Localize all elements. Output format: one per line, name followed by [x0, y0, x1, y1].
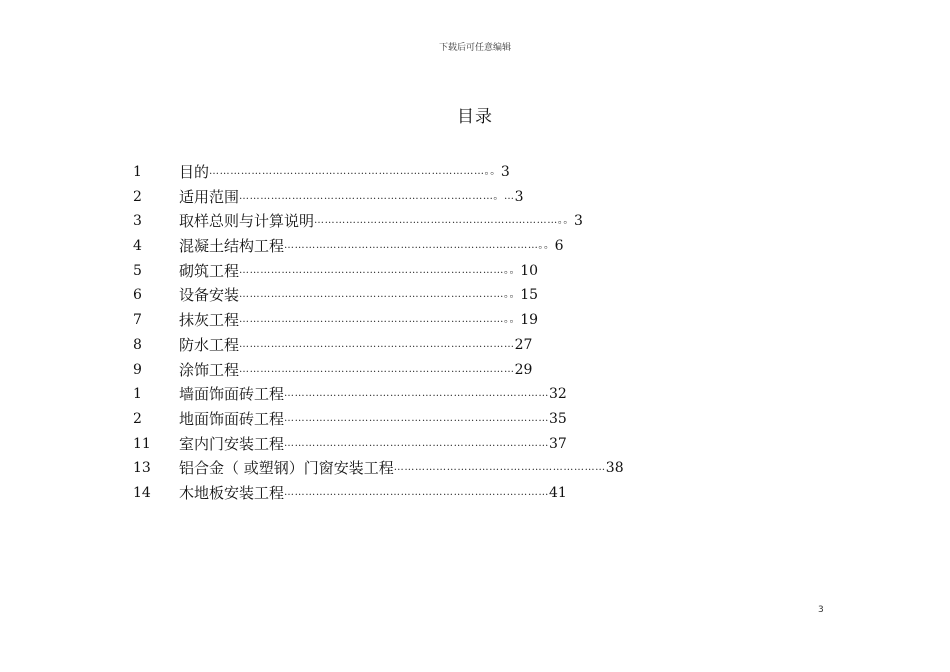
toc-entry-title: 取样总则与计算说明	[179, 212, 315, 231]
toc-entry-page: 3	[500, 164, 510, 180]
toc-entry-page: 6	[554, 238, 564, 255]
toc-entry[interactable]	[133, 358, 693, 383]
toc-entry-number: 13	[133, 460, 151, 477]
toc-entry-number: 6	[133, 287, 142, 304]
toc-entry-leader: ……………………………………………………	[393, 462, 606, 474]
toc-entry-leader: …………………………………………………………………	[284, 437, 550, 449]
toc-entry-page: 3	[574, 213, 583, 230]
toc-entry[interactable]	[133, 185, 693, 210]
toc-entry-title: 防水工程	[179, 335, 240, 354]
toc-entry-page: 3	[514, 188, 524, 205]
toc-entry-number: 1	[133, 386, 142, 403]
toc-title: 目录	[457, 107, 493, 127]
toc-entry-page: 35	[549, 410, 567, 427]
toc-entry-number: 1	[133, 164, 142, 180]
toc-entry-number: 11	[133, 435, 151, 452]
toc-entry-number: 9	[133, 361, 142, 378]
toc-entry[interactable]	[133, 456, 693, 481]
toc-entry-page: 41	[549, 484, 567, 501]
toc-entry-number: 8	[133, 336, 142, 353]
toc-entry-leader: …………………………………………………………………	[284, 388, 550, 400]
toc-entry[interactable]	[133, 259, 693, 284]
toc-entry-title: 墙面饰面砖工程	[179, 385, 285, 404]
toc-entry-number: 3	[133, 213, 142, 230]
toc-entry-title: 砌筑工程	[179, 261, 240, 280]
toc-entry[interactable]	[133, 432, 693, 457]
page-header: 下载后可任意编辑	[438, 43, 511, 53]
toc-entry-page: 15	[520, 287, 539, 304]
toc-entry-number: 2	[133, 188, 142, 205]
toc-entry-leader: …………………………………………………………………	[284, 486, 550, 498]
toc-entry[interactable]	[133, 234, 693, 259]
toc-entry-title: 设备安装	[179, 286, 240, 305]
toc-entry[interactable]	[133, 382, 693, 407]
toc-entry-leader: …………………………………………………………………。。	[239, 314, 521, 326]
toc-entry-leader: ……………………………………………………………………。。	[209, 166, 501, 177]
toc-entry[interactable]	[133, 160, 693, 185]
toc-entry-title: 室内门安装工程	[179, 434, 285, 453]
toc-entry-leader: ……………………………………………………………………	[239, 363, 515, 375]
toc-entry[interactable]	[133, 308, 693, 333]
toc-entry[interactable]	[133, 333, 693, 358]
toc-entry-page: 19	[520, 312, 539, 329]
toc-entry-number: 14	[133, 484, 151, 501]
toc-entry-leader: ………………………………………………………………。。	[284, 240, 555, 252]
toc-entry[interactable]	[133, 481, 693, 506]
toc-entry-page: 37	[549, 435, 567, 452]
toc-entry-number: 4	[133, 238, 142, 255]
toc-entry-leader: …………………………………………………………………。。	[239, 264, 521, 276]
page-number: 3	[818, 605, 824, 615]
toc-entry-number: 2	[133, 410, 142, 427]
toc-entry-title: 抹灰工程	[179, 311, 240, 330]
toc-entry-title: 地面饰面砖工程	[179, 409, 285, 428]
toc-entry-title: 目的	[179, 163, 210, 181]
toc-entry[interactable]	[133, 407, 693, 432]
toc-entry-leader: …………………………………………………………………	[284, 412, 550, 424]
toc-entry-page: 27	[514, 336, 533, 353]
toc-entry-leader: ……………………………………………………………。。	[314, 215, 575, 227]
toc-entry-leader: ……………………………………………………………………	[239, 338, 515, 350]
toc-entry-number: 5	[133, 262, 142, 279]
toc-entry[interactable]	[133, 283, 693, 308]
toc-entry-leader: ………………………………………………………………。…	[239, 190, 515, 202]
toc-entry[interactable]	[133, 209, 693, 234]
toc-entry-page: 32	[549, 386, 567, 403]
toc-entry-title: 木地板安装工程	[179, 483, 285, 502]
toc-entry-title: 涂饰工程	[179, 360, 240, 379]
toc-entry-title: 混凝土结构工程	[179, 237, 285, 256]
toc-entry-title: 铝合金（ 或塑钢）门窗安装工程	[179, 459, 394, 478]
table-of-contents	[133, 160, 693, 506]
toc-entry-leader: …………………………………………………………………。。	[239, 289, 521, 301]
toc-entry-page: 29	[514, 361, 533, 378]
toc-entry-page: 38	[605, 460, 624, 477]
toc-entry-title: 适用范围	[179, 187, 240, 206]
toc-entry-page: 10	[520, 262, 539, 279]
toc-entry-number: 7	[133, 312, 142, 329]
